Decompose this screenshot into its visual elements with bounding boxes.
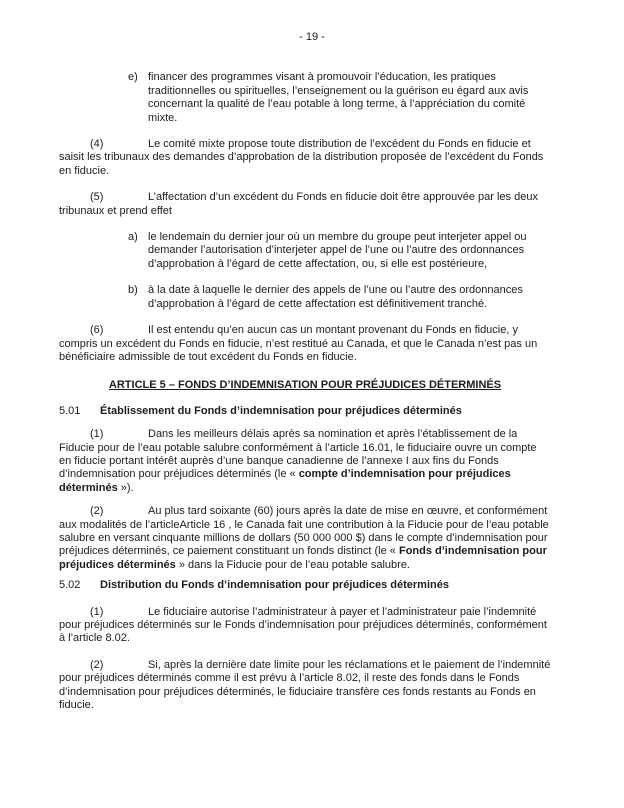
document-body — [59, 71, 551, 712]
paragraph-4 — [59, 138, 551, 178]
list-item-b — [128, 284, 551, 311]
paragraph-text: Au plus tard soixante (60) jours après la date de mise en œuvre, et conformément aux modalités de l’articleArticle 16 , le Canada fait une contribution à la Fiducie pour de l’eau potable salubre en versant cinquante millions de dollars (50 000 000 $) dans le compte d’indemnisation pour préjudices déterminés, ce paiement constituant un fonds distinct (le « — [59, 505, 549, 558]
paragraph-number: (1) — [90, 605, 104, 618]
paragraph-number: (5) — [90, 191, 104, 204]
paragraph-text: »). — [117, 481, 134, 494]
list-item-marker: e) — [128, 71, 138, 84]
paragraph-number: (2) — [90, 658, 104, 671]
paragraph-number: (1) — [90, 428, 104, 441]
article-5-heading-text: ARTICLE 5 – FONDS D’INDEMNISATION POUR PRÉJUDICES DÉTERMINÉS — [108, 379, 502, 392]
article-5-heading — [59, 379, 551, 392]
section-heading-5-02 — [59, 579, 551, 592]
list-item-e — [128, 71, 551, 125]
list-item-text: financer des programmes visant à promouvoir l’éducation, les pratiques traditionnelles ou spirituelles, l’enseignement ou la guérison eu égard aux avis concernant la qualité de l’eau potable à long terme, à l’appréciation du comité mixte. — [148, 71, 529, 124]
paragraph-text: Le fiduciaire autorise l’administrateur à payer et l’administrateur paie l’indemnité pour préjudices déterminés sur le Fonds d’indemnisation pour préjudices déterminés, conformément à l’article 8.02. — [59, 605, 547, 645]
paragraph-number: (6) — [90, 324, 104, 337]
section-title: Établissement du Fonds d’indemnisation pour préjudices déterminés — [100, 404, 462, 417]
list-item-a — [128, 231, 551, 271]
paragraph-5-01-1 — [59, 428, 551, 495]
list-item-marker: a) — [128, 231, 138, 244]
list-item-text: à la date à laquelle le dernier des appels de l’une ou l’autre des ordonnances d’approbation à l’égard de cette affectation est définitivement tranché. — [148, 284, 523, 310]
defined-term-bold: Fonds d’indemnisation pour préjudices déterminés — [59, 545, 547, 571]
section-number: 5.02 — [59, 579, 81, 592]
paragraph-text: L’affectation d’un excédent du Fonds en fiducie doit être approuvée par les deux tribunaux et prend effet — [59, 191, 538, 217]
paragraph-6 — [59, 324, 551, 364]
page-number: - 19 - — [299, 31, 325, 43]
defined-term-bold: compte d’indemnisation pour préjudices déterminés — [59, 468, 511, 494]
paragraph-5-02-2 — [59, 659, 551, 713]
list-item-marker: b) — [128, 284, 138, 297]
paragraph-5-02-1 — [59, 606, 551, 646]
paragraph-text: Le comité mixte propose toute distribution de l’excédent du Fonds en fiducie et saisit les tribunaux des demandes d’approbation de la distribution proposée de l’excédent du Fonds en fiducie. — [59, 138, 544, 177]
paragraph-text: Dans les meilleurs délais après sa nomination et après l’établissement de la Fiducie pour de l’eau potable salubre conformément à l’article 16.01, le fiduciaire ouvre un compte en fiducie portant intérêt auprès d’une banque canadienne de l’annexe I aux fins du Fonds d’indemnisation pour préjudices déterminés (le « — [59, 428, 537, 481]
paragraph-text: Il est entendu qu’en aucun cas un montant provenant du Fonds en fiducie, y compris un excédent du Fonds en fiducie, n’est restitué au Canada, et que le Canada n’est pas un bénéficiaire admissible de tout excédent du Fonds en fiducie. — [59, 324, 538, 363]
paragraph-5-01-2 — [59, 505, 551, 572]
section-title: Distribution du Fonds d’indemnisation pour préjudices déterminés — [100, 579, 449, 592]
paragraph-number: (4) — [90, 138, 104, 151]
section-heading-5-01 — [59, 405, 551, 418]
section-number: 5.01 — [59, 404, 81, 417]
paragraph-5 — [59, 191, 551, 218]
paragraph-text: » dans la Fiducie pour de l’eau potable salubre. — [175, 558, 410, 571]
paragraph-number: (2) — [90, 505, 104, 518]
paragraph-text: Si, après la dernière date limite pour les réclamations et le paiement de l’indemnité pour préjudices déterminés comme il est prévu à l’article 8.02, il reste des fonds dans le Fonds d’indemnisation pour préjudices déterminés, le fiduciaire transfère ces fonds restants au Fonds en fiducie. — [59, 658, 551, 712]
list-item-text: le lendemain du dernier jour où un membre du groupe peut interjeter appel ou demander l’autorisation d’interjeter appel de l’une ou l’autre des ordonnances d’approbation à l’égard de cette affectation, ou, si elle est postérieure, — [148, 231, 527, 270]
